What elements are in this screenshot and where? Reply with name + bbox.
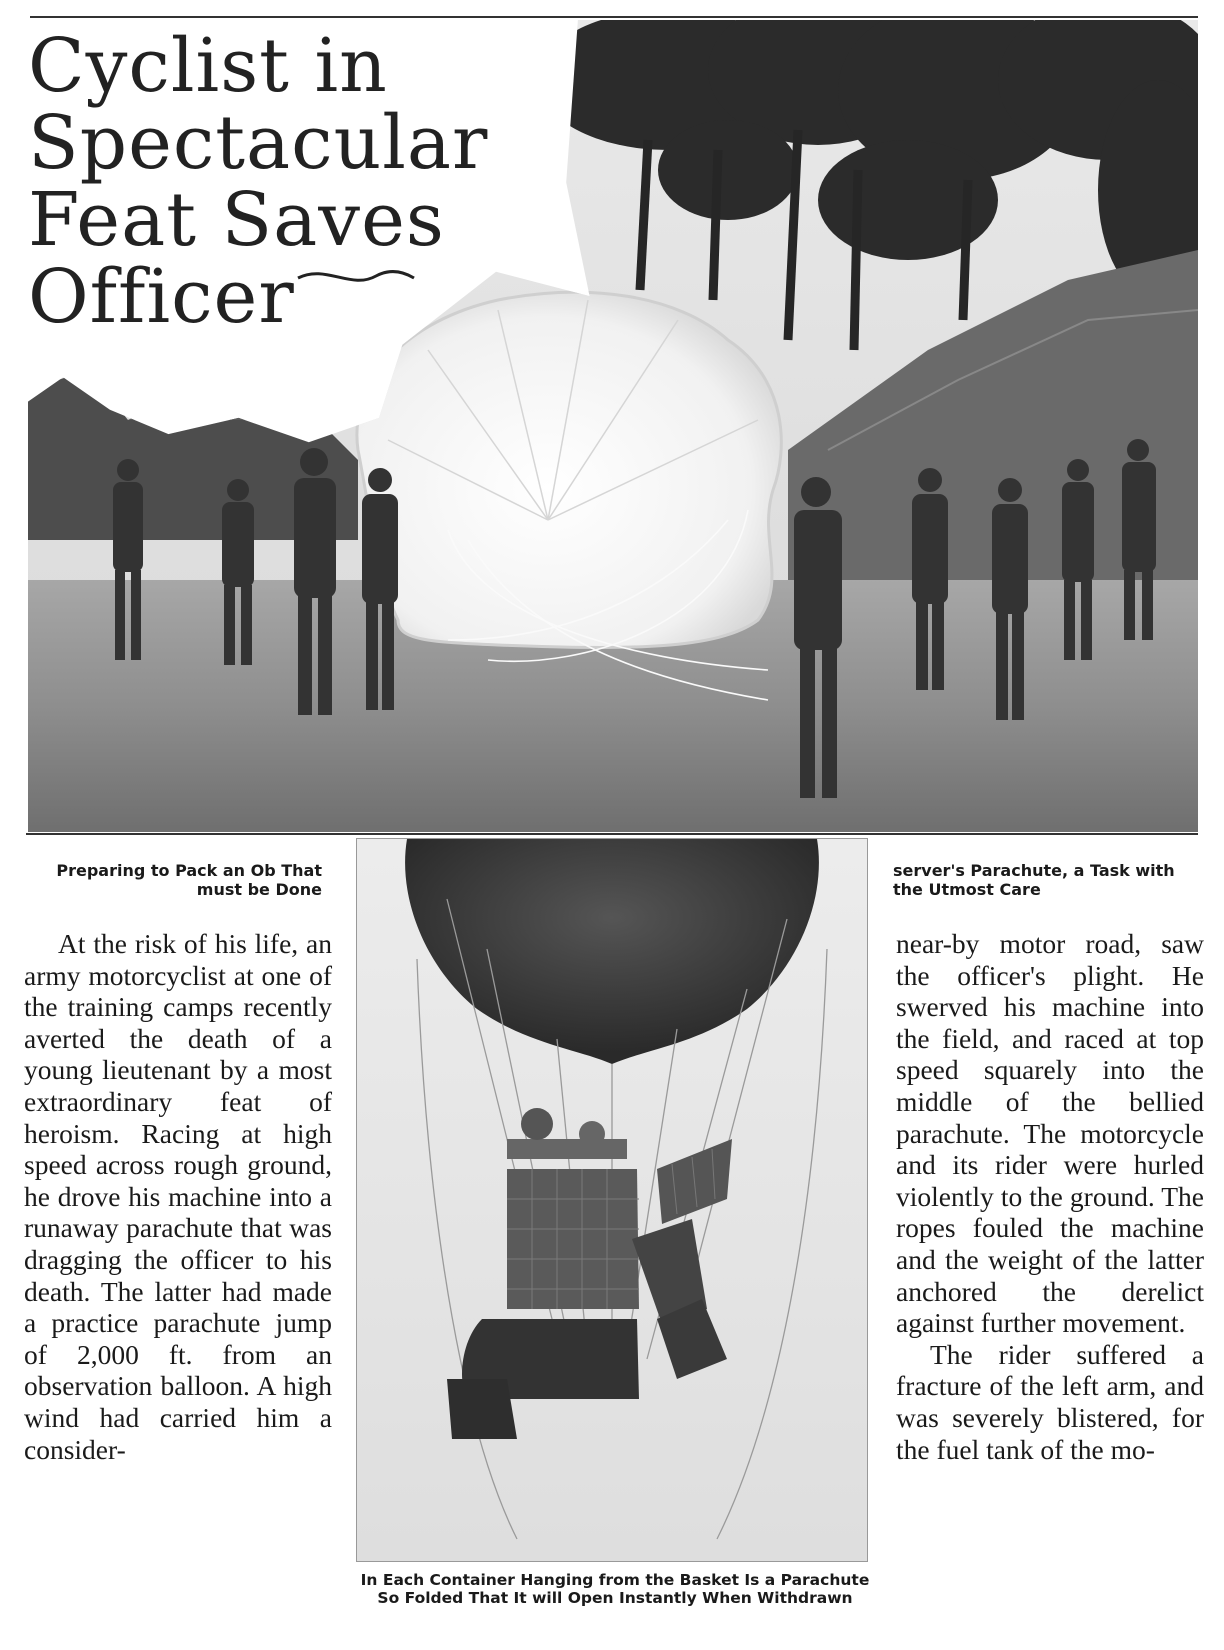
headline-line-3: Feat Saves <box>28 177 445 263</box>
headline-swash-ornament <box>296 262 416 292</box>
top-rule <box>30 16 1198 18</box>
photo-bottom-rule <box>26 833 1198 835</box>
article-paragraph-1: near-by motor road, saw the officer's plight. He swerved his machine into the field, and raced at top speed squarely into the middle of the bellied parachute. The motorcycle and its rider were hurled violently to the ground. The ropes fouled the machine and the weight of the latter anchored the derelict against further movement. <box>896 928 1204 1339</box>
caption-top-right: server's Parachute, a Task with the Utmost Care <box>893 861 1175 899</box>
headline <box>28 23 548 340</box>
caption-top-left: Preparing to Pack an Ob That must be Done <box>56 861 322 899</box>
headline-line-4: Officer <box>28 254 295 340</box>
article-paragraph: At the risk of his life, an army motorcyclist at one of the training camps recently averted the death of a young lieutenant by a most extraordinary feat of heroism. Racing at high speed across rough ground, he drove his machine into a runaway parachute that was dragging the officer to his death. The latter had made a practice parachute jump of 2,000 ft. from an observation balloon. A high wind had carried him a consider- <box>24 928 332 1465</box>
headline-line-1: Cyclist in <box>28 23 388 109</box>
balloon-photo <box>356 838 868 1562</box>
caption-balloon: In Each Container Hanging from the Basket Is a Parachute So Folded That It will Open Instantly When Withdrawn <box>360 1571 870 1607</box>
article-column-left <box>24 928 332 1465</box>
article-paragraph-2: The rider suffered a fracture of the left arm, and was severely blistered, for the fuel tank of the mo- <box>896 1338 1204 1465</box>
headline-line-2: Spectacular <box>28 100 489 186</box>
article-column-right <box>896 928 1204 1465</box>
